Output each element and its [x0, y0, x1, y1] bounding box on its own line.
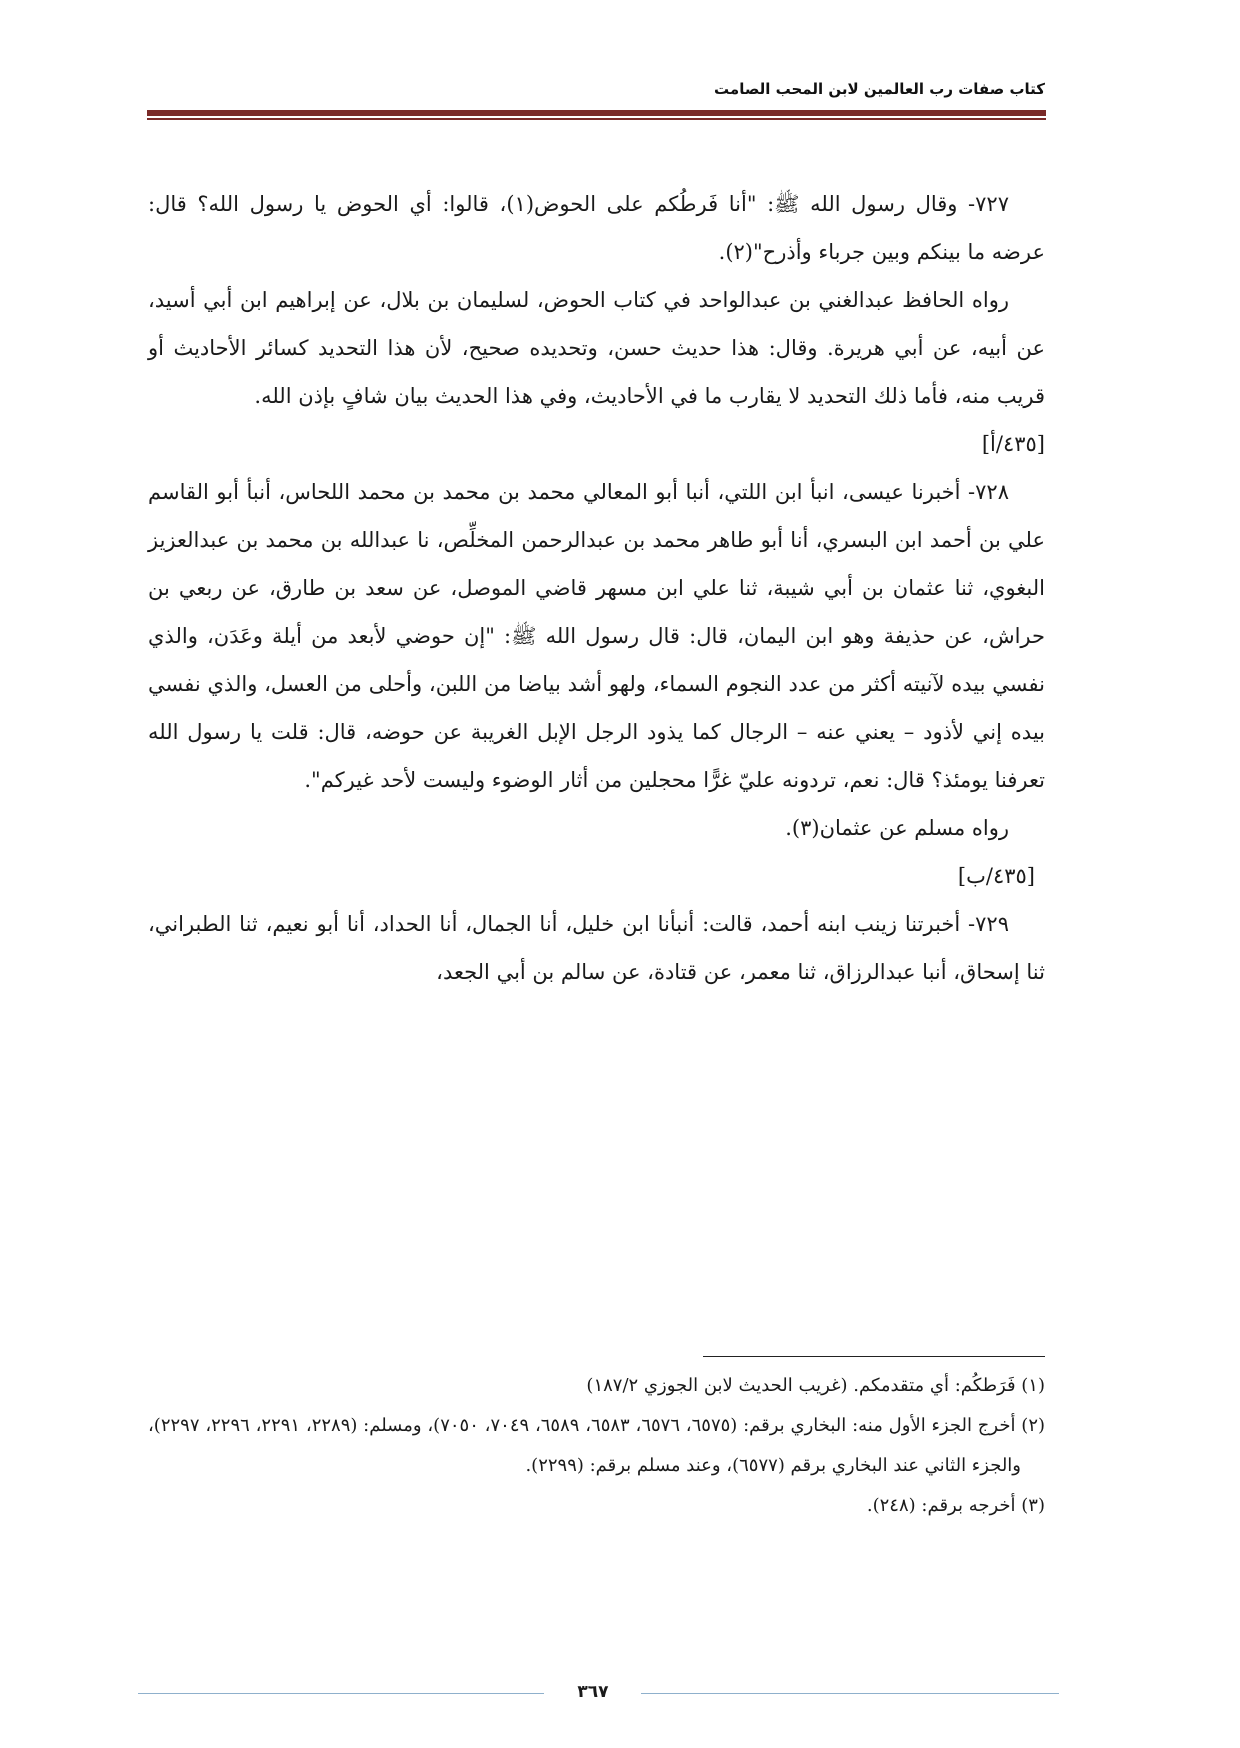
- body-text: [148, 180, 1045, 996]
- page-number: ٣٦٧: [577, 1682, 609, 1702]
- folio-marker-435a: [٤٣٥/أ]: [981, 432, 1045, 456]
- paragraph-727-narration: رواه الحافظ عبدالغني بن عبدالواحد في كتاب الحوض، لسليمان بن بلال، عن إبراهيم ابن أبي أسيد، عن أبيه، عن أبي هريرة. وقال: هذا حديث حسن، وتحديده صحيح، لأن هذا التحديد كسائر الأحاديث أو قريب منه، فأما ذلك التحديد لا يقارب ما في الأحاديث، وفي هذا الحديث بيان شافٍ بإذن الله.: [148, 288, 1045, 408]
- footnote-2: (٢) أخرج الجزء الأول منه: البخاري برقم: (٦٥٧٥، ٦٥٧٦، ٦٥٨٣، ٦٥٨٩، ٧٠٤٩، ٧٠٥٠)، ومسلم: (٢٢٨٩، ٢٢٩١، ٢٢٩٦، ٢٢٩٧)، والجزء الثاني عند البخاري برقم (٦٥٧٧)، وعند مسلم برقم: (٢٢٩٩).: [148, 1415, 1046, 1476]
- paragraph-729: ٧٢٩- أخبرتنا زينب ابنه أحمد، قالت: أنبأنا ابن خليل، أنا الجمال، أنا الحداد، أنا أبو نعيم، ثنا الطبراني، ثنا إسحاق، أنبا عبدالرزاق، ثنا معمر، عن قتادة، عن سالم بن أبي الجعد،: [148, 912, 1045, 984]
- running-header: كتاب صفات رب العالمين لابن المحب الصامت: [714, 80, 1045, 98]
- footnote-separator: [703, 1356, 1045, 1357]
- header-rule-thin: [147, 118, 1046, 120]
- paragraph-727: ٧٢٧- وقال رسول الله ﷺ: "أنا فَرطُكم على الحوض(١)، قالوا: أي الحوض يا رسول الله؟ قال: عرضه ما بينكم وبين جرباء وأذرح"(٢).: [148, 192, 1045, 264]
- paragraph-728-narration: رواه مسلم عن عثمان(٣).: [785, 816, 1009, 840]
- header-rule: [147, 110, 1046, 116]
- footnote-1: (١) فَرَطكُم: أي متقدمكم. (غريب الحديث لابن الجوزي ١٨٧/٢): [586, 1375, 1045, 1396]
- footnote-3: (٣) أخرجه برقم: (٢٤٨).: [866, 1495, 1045, 1516]
- footer-rule-left: [138, 1693, 544, 1694]
- paragraph-728: ٧٢٨- أخبرنا عيسى، انبأ ابن اللتي، أنبا أبو المعالي محمد بن محمد بن محمد اللحاس، أنبأ أبو القاسم علي بن أحمد ابن البسري، أنا أبو طاهر محمد بن عبدالرحمن المخلِّص، نا عبدالله بن محمد بن عبدالعزيز البغوي، ثنا عثمان بن أبي شيبة، ثنا علي ابن مسهر قاضي الموصل، عن سعد بن طارق، عن ربعي بن حراش، عن حذيفة وهو ابن اليمان، قال: قال رسول الله ﷺ: "إن حوضي لأبعد من أيلة وعَدَن، والذي نفسي بيده لآنيته أكثر من عدد النجوم السماء، ولهو أشد بياضا من اللبن، وأحلى من العسل، والذي نفسي بيده إني لأذود – يعني عنه – الرجال كما يذود الرجل الإبل الغريبة عن حوضه، قال: قلت يا رسول الله تعرفنا يومئذ؟ قال: نعم، تردونه عليّ غرًّا محجلين من أثار الوضوء وليست لأحد غيركم".: [148, 480, 1045, 792]
- footnotes: [148, 1366, 1045, 1526]
- folio-marker-435b: [٤٣٥/ب]: [957, 864, 1035, 888]
- footer-rule-right: [641, 1693, 1059, 1694]
